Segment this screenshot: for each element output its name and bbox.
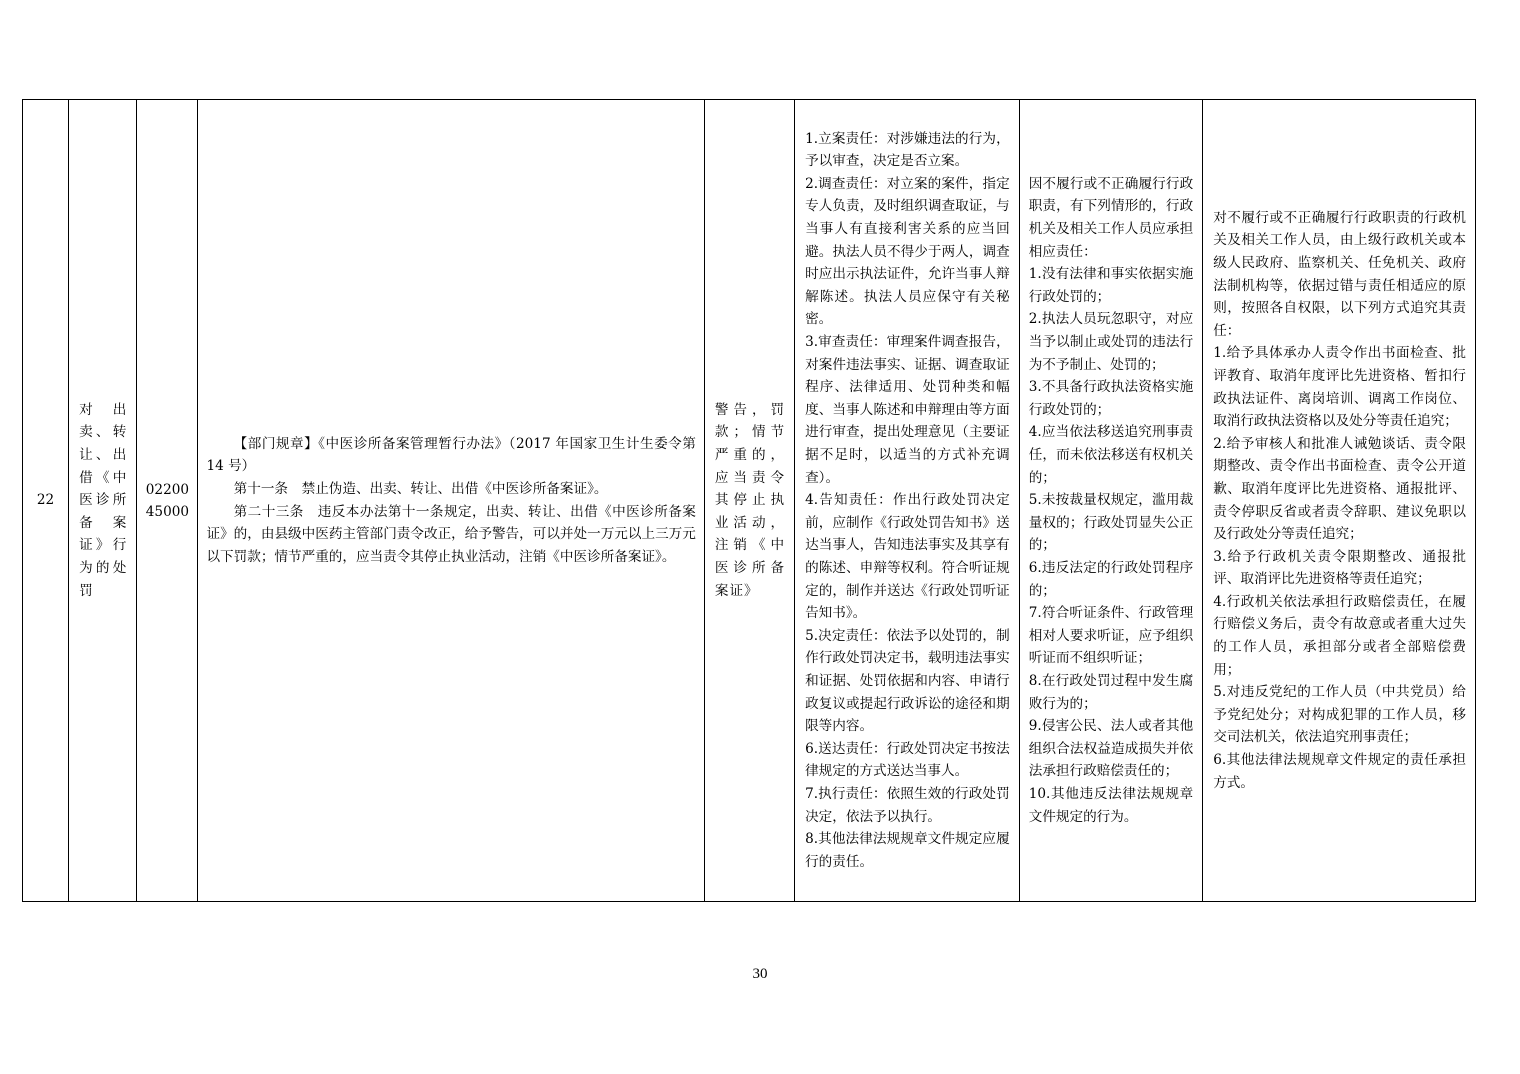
item-name: 对出卖、转让、出借《中医诊所备案证》行为的处罚 — [79, 401, 129, 599]
page-number: 30 — [752, 966, 768, 982]
responsibility-item: 3.审查责任：审理案件调查报告，对案件违法事实、证据、调查取证程序、法律适用、处罚种类和幅度、当事人陈述和申辩理由等方面进行审查，提出处理意见（主要证据不足时，以适当的方式补充调查）。 — [805, 334, 1010, 486]
item-code-line-1: 02200 — [145, 481, 190, 498]
liability-condition-item: 4.应当依法移送追究刑事责任，而未依法移送有权机关的； — [1028, 424, 1194, 486]
liability-condition-item: 3.不具备行政执法资格实施行政处罚的； — [1028, 379, 1194, 418]
liability-condition-item: 5.未按裁量权规定，滥用裁量权的；行政处罚显失公正的； — [1028, 492, 1194, 554]
accountability-item: 6.其他法律法规规章文件规定的责任承担方式。 — [1213, 752, 1466, 791]
liability-condition-item: 1.没有法律和事实依据实施行政处罚的； — [1028, 266, 1194, 305]
responsibility-item: 2.调查责任：对立案的案件，指定专人负责，及时组织调查取证，与当事人有直接利害关系的应当回避。执法人员不得少于两人，调查时应出示执法证件，允许当事人辩解陈述。执法人员应保守有关秘密。 — [805, 175, 1010, 328]
responsibility-item: 6.送达责任：行政处罚决定书按法律规定的方式送达当事人。 — [805, 740, 1010, 780]
item-code-cell — [137, 100, 198, 902]
item-name-cell — [69, 100, 137, 902]
liability-condition-item: 2.执法人员玩忽职守，对应当予以制止或处罚的违法行为不予制止、处罚的； — [1028, 311, 1194, 373]
liability-condition-item: 10.其他违反法律法规规章文件规定的行为。 — [1028, 785, 1194, 825]
legal-basis-paragraph: 【部门规章】《中医诊所备案管理暂行办法》（2017 年国家卫生计生委令第 14 号） — [206, 435, 696, 475]
liability-condition-item: 9.侵害公民、法人或者其他组织合法权益造成损失并依法承担行政赔偿责任的； — [1028, 718, 1194, 780]
responsibility-item: 1.立案责任：对涉嫌违法的行为，予以审查，决定是否立案。 — [805, 130, 1010, 170]
accountability-item: 2.给予审核人和批准人诫勉谈话、责令限期整改、责令作出书面检查、责令公开道歉、取消年度评比先进资格、通报批评、责令停职反省或者责令辞职、建议免职以及行政处分等责任追究； — [1213, 435, 1466, 543]
accountability-cell — [1203, 100, 1476, 902]
accountability-item: 4.行政机关依法承担行政赔偿责任，在履行赔偿义务后，责令有故意或者重大过失的工作人员，承担部分或者全部赔偿费用； — [1213, 593, 1466, 678]
responsibility-cell — [795, 100, 1020, 902]
liability-condition-item: 7.符合听证条件、行政管理相对人要求听证，应予组织听证而不组织听证； — [1028, 605, 1194, 667]
legal-basis-paragraph: 第二十三条 违反本办法第十一条规定，出卖、转让、出借《中医诊所备案证》的，由县级中医药主管部门责令改正，给予警告，可以并处一万元以上三万元以下罚款；情节严重的，应当责令其停止执业活动，注销《中医诊所备案证》。 — [206, 503, 696, 565]
liability-condition-item: 8.在行政处罚过程中发生腐败行为的； — [1028, 672, 1194, 712]
legal-basis-cell — [198, 100, 704, 902]
penalty-type: 警告，罚款；情节严重的，应当责令其停止执业活动，注销《中医诊所备案证》 — [714, 401, 786, 599]
row-number-cell — [23, 100, 69, 902]
liability-condition-cell — [1019, 100, 1203, 902]
responsibility-item: 5.决定责任：依法予以处罚的，制作行政处罚决定书，载明违法事实和证据、处罚依据和内容、申请行政复议或提起行政诉讼的途径和期限等内容。 — [805, 627, 1010, 735]
penalty-type-cell — [704, 100, 794, 902]
accountability-item: 5.对违反党纪的工作人员（中共党员）给予党纪处分；对构成犯罪的工作人员，移交司法机关，依法追究刑事责任； — [1213, 684, 1466, 746]
liability-condition-item: 6.违反法定的行政处罚程序的； — [1028, 559, 1194, 599]
liability-condition-item: 因不履行或不正确履行行政职责，有下列情形的，行政机关及相关工作人员应承担相应责任： — [1028, 175, 1194, 260]
item-code-line-2: 45000 — [145, 503, 190, 520]
accountability-item: 3.给予行政机关责令限期整改、通报批评、取消评比先进资格等责任追究； — [1213, 548, 1466, 588]
penalty-item-table — [22, 99, 1476, 902]
table-row — [23, 100, 1476, 902]
responsibility-item: 7.执行责任：依照生效的行政处罚决定，依法予以执行。 — [805, 785, 1010, 825]
accountability-item: 对不履行或不正确履行行政职责的行政机关及相关工作人员，由上级行政机关或本级人民政府、监察机关、任免机关、政府法制机构等，依据过错与责任相适应的原则，按照各自权限，以下列方式追究其责任： — [1213, 209, 1466, 339]
accountability-item: 1.给予具体承办人责令作出书面检查、批评教育、取消年度评比先进资格、暂扣行政执法证件、离岗培训、调离工作岗位、取消行政执法资格以及处分等责任追究； — [1213, 345, 1466, 430]
row-number: 22 — [36, 492, 55, 509]
responsibility-item: 8.其他法律法规规章文件规定应履行的责任。 — [805, 831, 1010, 870]
responsibility-item: 4.告知责任：作出行政处罚决定前，应制作《行政处罚告知书》送达当事人，告知违法事实及其享有的陈述、申辩等权利。符合听证规定的，制作并送达《行政处罚听证告知书》。 — [805, 492, 1010, 622]
legal-basis-paragraph: 第十一条 禁止伪造、出卖、转让、出借《中医诊所备案证》。 — [233, 480, 608, 497]
